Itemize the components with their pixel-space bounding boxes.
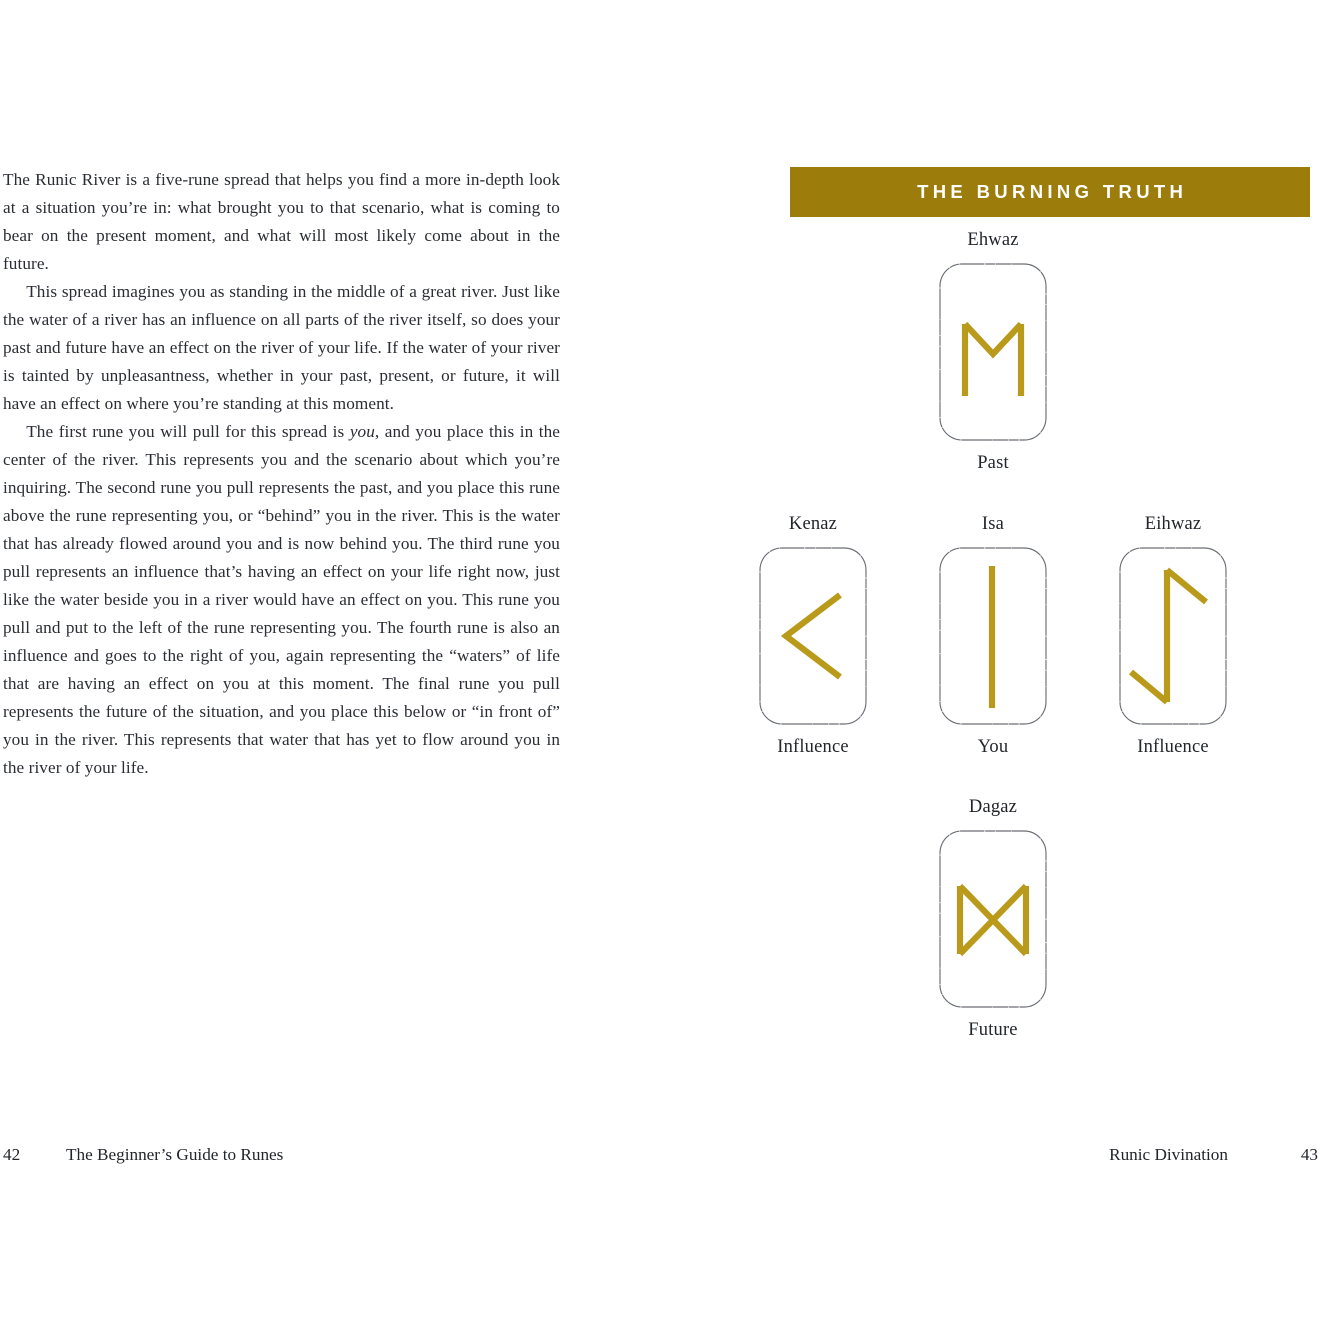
rune-name-ehwaz: Ehwaz	[967, 230, 1019, 250]
banner-title: THE BURNING TRUTH	[917, 180, 1188, 202]
paragraph-3-rest: , and you place this in the center of the river. This represents you and the scenario about which you’re inquiring. The second rune you pull represents the past, and you place this rune above the rune representing you, or “behind” you in the river. This is the water that has already flowed around you and is now behind you. The third rune you pull represents an influence that’s having an effect on your life right now, just like the water beside you in a river would have an effect on you. This rune you pull and put to the left of the rune representing you. The fourth rune is also an influence and goes to the right of you, again representing the “waters” of life that are having an effect on you at this moment. The final rune you pull represents the future of the situation, and you place this below or “in front of” you in the river. This represents that water that has yet to flow around you in the river of your life.	[3, 422, 560, 777]
rune-card-isa	[938, 546, 1048, 726]
rune-role-influence-right: Influence	[1137, 737, 1209, 757]
rune-name-kenaz: Kenaz	[788, 514, 838, 534]
page-number-recto: 43	[1300, 1144, 1318, 1164]
rune-slot-future	[903, 798, 1083, 1040]
rune-role-you: You	[977, 737, 1009, 757]
rune-role-influence-left: Influence	[777, 737, 849, 757]
rune-card-eihwaz	[1118, 546, 1228, 726]
rune-card-ehwaz	[938, 262, 1048, 442]
running-head-verso: The Beginner’s Guide to Runes	[66, 1144, 284, 1164]
rune-name-isa: Isa	[981, 514, 1005, 534]
page-recto	[664, 0, 1328, 1328]
emphasis-you: you	[349, 422, 375, 441]
page-number-verso: 42	[3, 1144, 21, 1164]
rune-name-eihwaz: Eihwaz	[1144, 514, 1202, 534]
paragraph-3	[3, 418, 560, 782]
rune-role-future: Future	[968, 1020, 1018, 1040]
paragraph-1: The Runic River is a five-rune spread that helps you find a more in-depth look at a situation you’re in: what brought you to that scenario, what is coming to bear on the present moment, and what will most likely come about in the future.	[3, 170, 560, 273]
paragraph-3-lead: The first rune you will pull for this spread is	[26, 422, 350, 441]
rune-card-dagaz	[938, 829, 1048, 1009]
body-text	[3, 166, 560, 782]
rune-slot-influence-left	[723, 515, 903, 757]
rune-slot-influence-right	[1083, 515, 1263, 757]
rune-spread-diagram	[664, 0, 1328, 1328]
paragraph-2: This spread imagines you as standing in the middle of a great river. Just like the water of a river has an influence on all parts of the river itself, so does your past and future have an effect on the river of your life. If the water of your river is tainted by unpleasantness, whether in your past, present, or future, it will have an effect on where you’re standing at this moment.	[3, 282, 560, 413]
running-head-recto: Runic Divination	[1109, 1144, 1228, 1164]
rune-slot-you	[903, 515, 1083, 757]
rune-role-past: Past	[977, 453, 1009, 473]
rune-card-kenaz	[758, 546, 868, 726]
rune-name-dagaz: Dagaz	[968, 797, 1018, 817]
rune-slot-past	[903, 231, 1083, 473]
